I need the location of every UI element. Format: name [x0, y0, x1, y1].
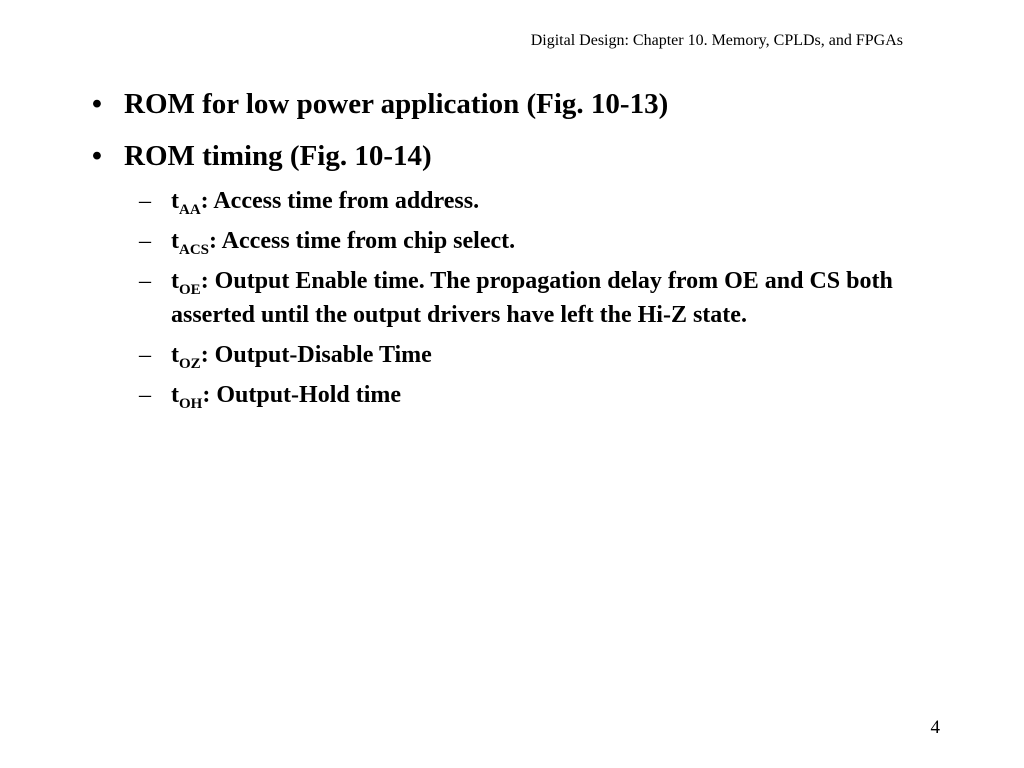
bullet-marker: • — [91, 140, 103, 172]
slide-content — [84, 86, 944, 418]
sub-item — [133, 264, 931, 332]
sub-item-text: : Output-Disable Time — [200, 342, 432, 368]
bullet-item — [84, 138, 944, 174]
timing-symbol: t — [171, 382, 179, 408]
dash-marker: – — [139, 342, 151, 368]
sub-item-text: : Output Enable time. The propagation delay from OE and CS both asserted until the output drivers have left the Hi-Z state. — [171, 268, 893, 328]
bullet-text: ROM timing (Fig. 10-14) — [124, 140, 432, 172]
timing-symbol: t — [171, 228, 179, 254]
timing-subscript: OZ — [179, 356, 201, 372]
sub-item — [133, 378, 931, 412]
dash-marker: – — [139, 382, 151, 408]
sub-item-text: : Access time from chip select. — [209, 228, 516, 254]
slide-header: Digital Design: Chapter 10. Memory, CPLDs, and FPGAs — [530, 32, 903, 49]
timing-symbol: t — [171, 342, 179, 368]
bullet-marker: • — [91, 88, 103, 120]
timing-symbol: t — [171, 188, 179, 214]
sub-item-list — [133, 184, 944, 412]
timing-subscript: OH — [179, 396, 203, 412]
timing-subscript: ACS — [179, 242, 210, 258]
timing-subscript: OE — [179, 282, 201, 298]
bullet-text: ROM for low power application (Fig. 10-13) — [124, 88, 669, 120]
dash-marker: – — [139, 188, 151, 214]
page-number: 4 — [930, 717, 940, 738]
bullet-item — [84, 86, 944, 122]
sub-item-text: : Output-Hold time — [202, 382, 402, 408]
dash-marker: – — [139, 228, 151, 254]
sub-item — [133, 224, 931, 258]
sub-item — [133, 184, 931, 218]
sub-item — [133, 338, 931, 372]
sub-item-text: : Access time from address. — [200, 188, 480, 214]
timing-symbol: t — [171, 268, 179, 294]
dash-marker: – — [139, 268, 151, 294]
timing-subscript: AA — [179, 202, 201, 218]
